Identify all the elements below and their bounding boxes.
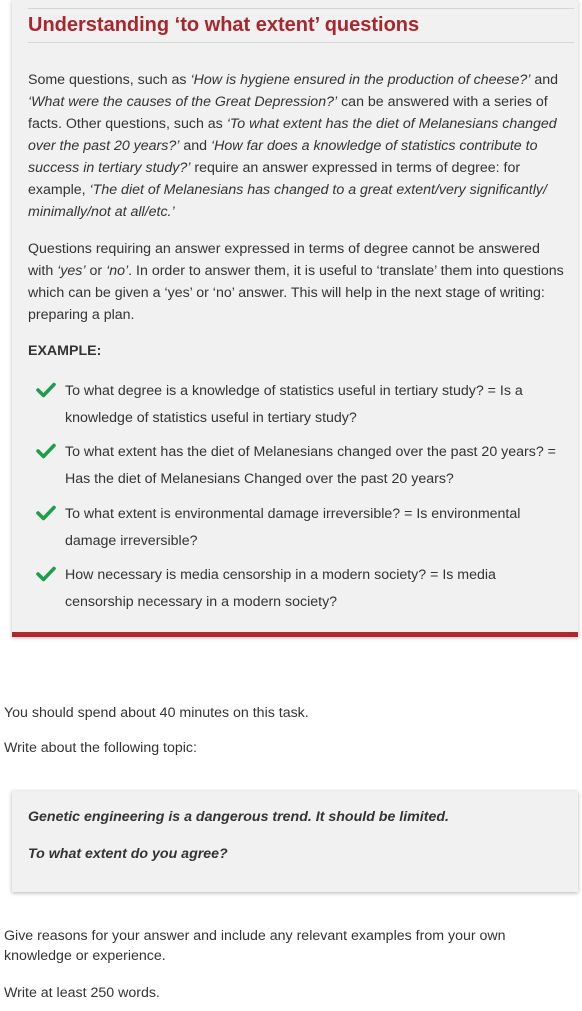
check-icon (36, 505, 56, 521)
intro-paragraph: Some questions, such as ‘How is hygiene ensured in the production of cheese?’ and ‘What were the causes of the Great Depression?’ can be answered with a series of facts. Other questions, such as ‘To what extent has the diet of Melanesians changed over the past 20 years?’ and ‘How far does a knowledge of statistics contribute to success in tertiary study?’ require an answer expressed in terms of degree: for example, ‘The diet of Melanesians has changed to a great extent/very significantly/ minimally/not at all/etc.’ (28, 72, 559, 220)
topic-intro: Write about the following topic: (4, 740, 197, 756)
panel-title: Understanding ‘to what extent’ questions (28, 14, 420, 36)
example-label: EXAMPLE: (28, 343, 102, 359)
topic-box (12, 791, 578, 892)
example-item: To what extent is environmental damage irreversible? = Is environmental damage irreversible? (65, 506, 521, 549)
example-item: How necessary is media censorship in a modern society? = Is media censorship necessary in a modern society? (65, 567, 496, 610)
degree-paragraph: Questions requiring an answer expressed in terms of degree cannot be answered with ‘yes’ or ‘no’. In order to answer them, it is useful to ‘translate’ them into questions which can be given a ‘yes’ or ‘no’ answer. This will help in the next stage of writing: preparing a plan. (28, 241, 564, 323)
divider (28, 8, 574, 9)
example-item: To what extent has the diet of Melanesians changed over the past 20 years? = Has the diet of Melanesians Changed over the past 20 years? (65, 444, 556, 487)
divider (28, 42, 574, 43)
word-count-instruction: Write at least 250 words. (4, 985, 160, 1001)
example-item: To what degree is a knowledge of statistics useful in tertiary study? = Is a knowledge of statistics useful in tertiary study? (65, 383, 523, 426)
time-note: You should spend about 40 minutes on this task. (4, 705, 309, 721)
topic-question: To what extent do you agree? (28, 846, 228, 862)
tip-panel (12, 0, 578, 637)
topic-statement: Genetic engineering is a dangerous trend. It should be limited. (28, 809, 449, 825)
check-icon (36, 382, 56, 398)
reasons-instruction: Give reasons for your answer and include any relevant examples from your own knowledge or experience. (4, 928, 506, 964)
check-icon (36, 443, 56, 459)
check-icon (36, 566, 56, 582)
